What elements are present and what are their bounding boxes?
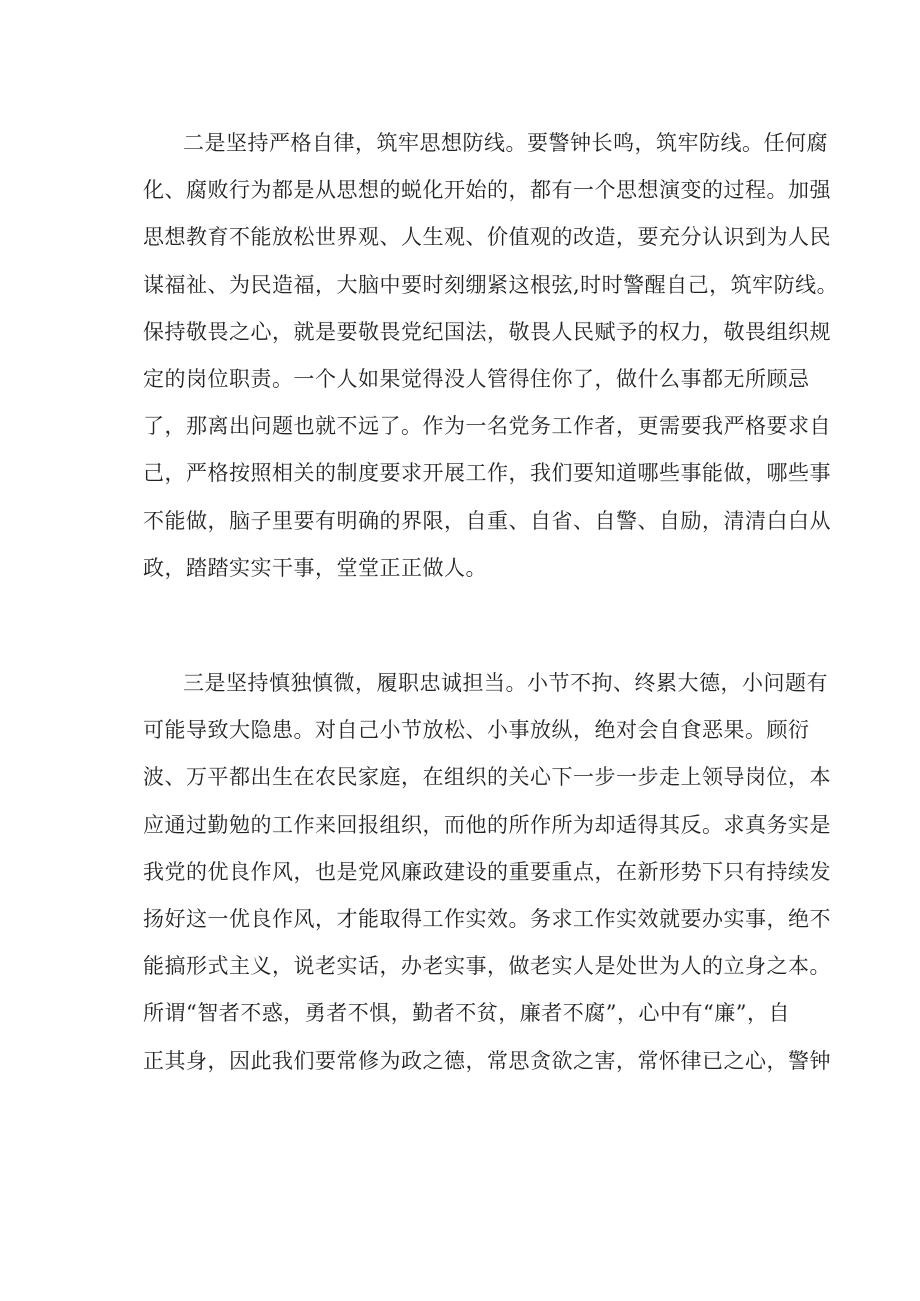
paragraph-line: 政，踏踏实实干事，堂堂正正做人。 [143,555,487,580]
paragraph-line: 能搞形式主义，说老实话，办老实事，做老实人是处世为人的立身之本。 [143,954,831,979]
paragraph-line: 化、腐败行为都是从思想的蜕化开始的，都有一个思想演变的过程。加强 [143,178,831,203]
paragraph-line: 波、万平都出生在农民家庭，在组织的关心下一步一步走上领导岗位，本 [143,765,831,790]
paragraph-strict-self-discipline [143,120,839,592]
paragraph-line: 可能导致大隐患。对自己小节放松、小事放纵，绝对会自食恶果。顾衍 [143,718,810,743]
paragraph-line: 谋福祉、为民造福，大脑中要时刻绷紧这根弦,时时警醒自己，筑牢防线。 [143,272,839,297]
paragraph-line: 正其身，因此我们要常修为政之德，常思贪欲之害，常怀律已之心，警钟 [143,1048,831,1073]
paragraph-line: 应通过勤勉的工作来回报组织，而他的所作所为却适得其反。求真务实是 [143,812,831,837]
paragraph-line: 保持敬畏之心，就是要敬畏党纪国法，敬畏人民赋予的权力，敬畏组织规 [143,319,831,344]
paragraph-prudence-loyalty [143,660,831,1085]
paragraph-line: 定的岗位职责。一个人如果觉得没人管得住你了，做什么事都无所顾忌 [143,366,810,391]
paragraph-line: 思想教育不能放松世界观、人生观、价值观的改造，要充分认识到为人民 [143,225,831,250]
paragraph-line: 所谓“智者不惑，勇者不惧，勤者不贫，廉者不腐”，心中有“廉”，自 [143,1001,790,1026]
paragraph-line: 我党的优良作风，也是党风廉政建设的重要重点，在新形势下只有持续发 [143,859,831,884]
paragraph-line: 扬好这一优良作风，才能取得工作实效。务求工作实效就要办实事，绝不 [143,906,831,931]
paragraph-line: 二是坚持严格自律，筑牢思想防线。要警钟长鸣，筑牢防线。任何腐 [183,131,828,155]
paragraph-line: 三是坚持慎独慎微，履职忠诚担当。小节不拘、终累大德，小问题有 [183,671,828,695]
paragraph-line: 己，严格按照相关的制度要求开展工作，我们要知道哪些事能做，哪些事 [143,461,831,486]
paragraph-line: 不能做，脑子里要有明确的界限，自重、自省、自警、自励，清清白白从 [143,508,831,533]
paragraph-line: 了，那离出问题也就不远了。作为一名党务工作者，更需要我严格要求自 [143,414,831,439]
